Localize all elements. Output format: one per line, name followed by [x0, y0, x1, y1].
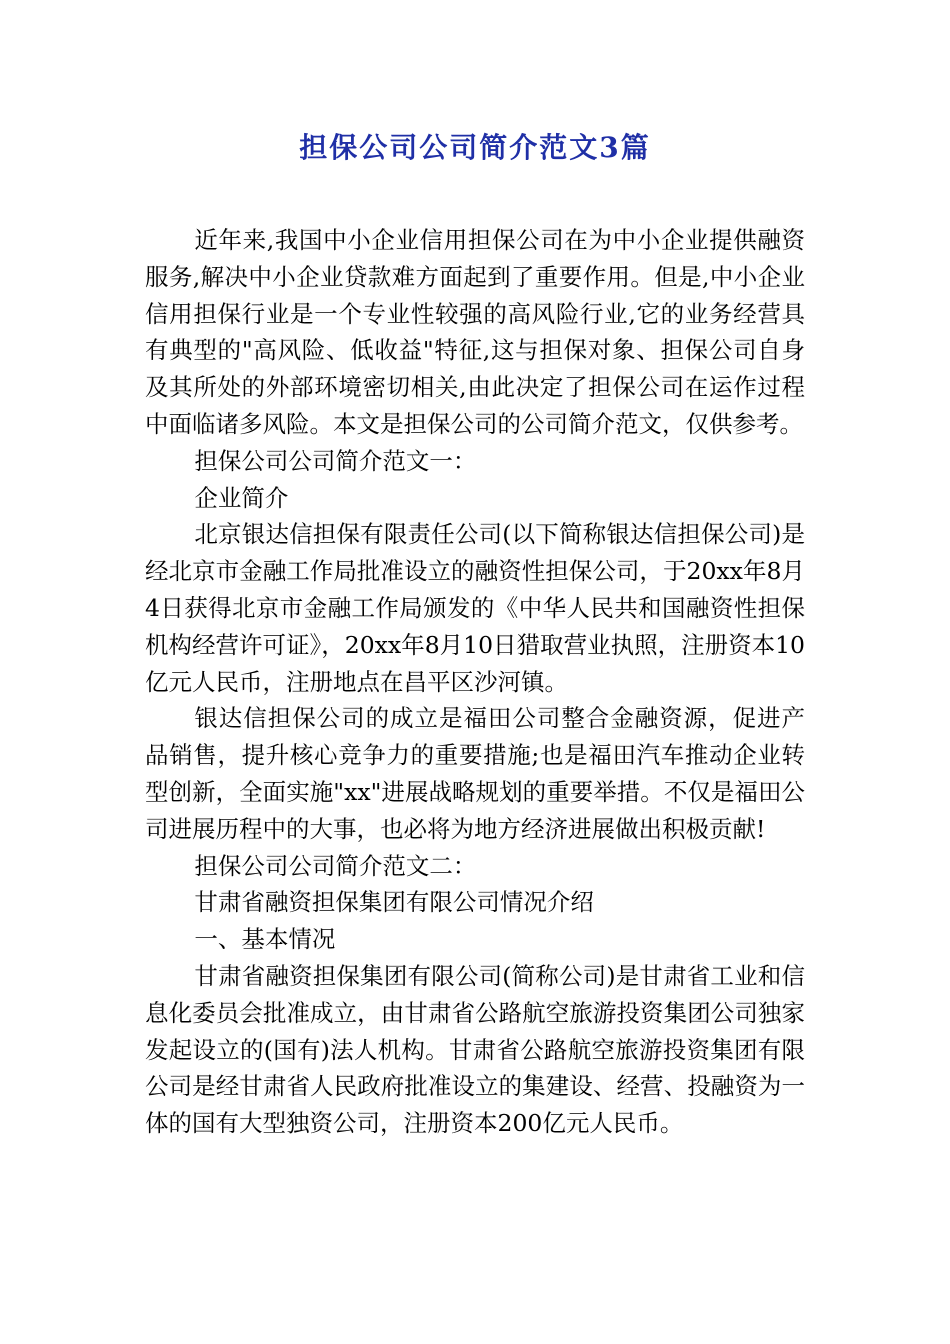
paragraph-gansu-basic-info: 甘肃省融资担保集团有限公司(简称公司)是甘肃省工业和信息化委员会批准成立，由甘肃省公路航空旅游投资集团公司独家发起设立的(国有)法人机构。甘肃省公路航空旅游投资集团有限公司是经甘肃省人民政府批准设立的集建设、经营、投融资为一体的国有大型独资公司，注册资本200亿元人民币。	[145, 961, 805, 1138]
section-heading-sample-two: 担保公司公司简介范文二：	[194, 851, 477, 880]
document-body	[145, 222, 805, 1142]
paragraph-yindaxin-significance: 银达信担保公司的成立是福田公司整合金融资源，促进产品销售，提升核心竞争力的重要措施;也是福田汽车推动企业转型创新，全面实施"xx"进展战略规划的重要举措。不仅是福田公司进展历程中的大事，也必将为地方经济进展做出积极贡献!	[145, 704, 805, 843]
subheading-gansu-company: 甘肃省融资担保集团有限公司情况介绍	[194, 888, 594, 917]
paragraph-yindaxin-intro: 北京银达信担保有限责任公司(以下简称银达信担保公司)是经北京市金融工作局批准设立的融资性担保公司，于20xx年8月4日获得北京市金融工作局颁发的《中华人民共和国融资性担保机构经营许可证》，20xx年8月10日猎取营业执照，注册资本10亿元人民币，注册地点在昌平区沙河镇。	[145, 520, 805, 696]
section-heading-sample-one: 担保公司公司简介范文一：	[194, 446, 477, 475]
document-title: 担保公司公司简介范文3篇	[299, 131, 651, 164]
subheading-basic-info: 一、基本情况	[194, 925, 336, 954]
paragraph-intro: 近年来,我国中小企业信用担保公司在为中小企业提供融资服务,解决中小企业贷款难方面起到了重要作用。但是,中小企业信用担保行业是一个专业性较强的高风险行业,它的业务经营具有典型的"高风险、低收益"特征,这与担保对象、担保公司自身及其所处的外部环境密切相关,由此决定了担保公司在运作过程中面临诸多风险。本文是担保公司的公司简介范文，仅供参考。	[145, 226, 805, 438]
subheading-company-profile: 企业简介	[194, 483, 289, 512]
